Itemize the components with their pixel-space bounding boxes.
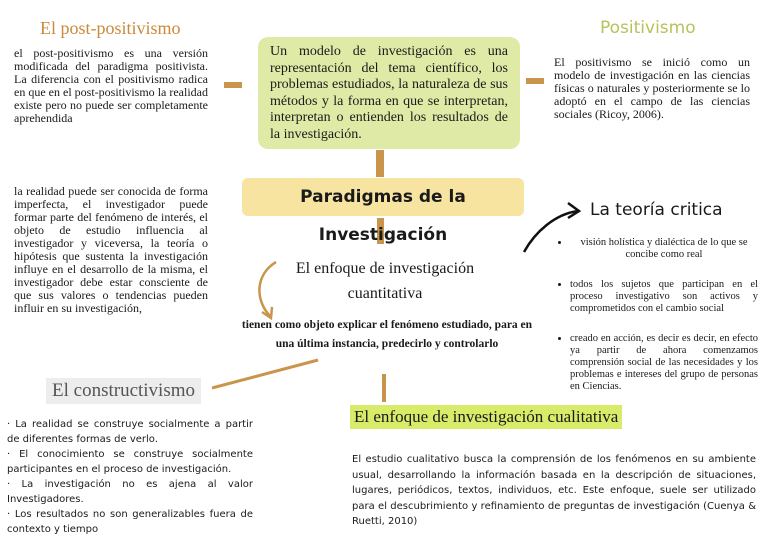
main-title: Paradigmas de la Investigación xyxy=(242,178,524,216)
teoria-critica-item: • todos los sujetos que participan en el proceso investigativo son activos y comprometidos con el cambio social xyxy=(570,279,758,315)
teoria-critica-list xyxy=(554,237,758,403)
cualitativa-title: El enfoque de investigación cualitativa xyxy=(350,405,622,429)
cualitativa-text: El estudio cualitativo busca la comprensión de los fenómenos en su ambiente usual, desarrollando la información basada en la descripción de situaciones, lugares, periódicos, textos, individuos, etc. Este enfoque, suele ser utilizado para el descubrimiento y refinamiento de preguntas de investigación (Cuenya & Ruetti, 2010) xyxy=(352,454,756,527)
post-positivismo-text: el post-positivismo es una versión modificada del paradigma positivista. La diferencia con el positivismo radica en que en el post-positivismo la realidad existe pero no puede ser completamente aprehendida xyxy=(14,46,208,125)
constructivismo-title: El constructivismo xyxy=(46,378,201,404)
definition-box xyxy=(258,37,520,149)
teoria-critica-item: • creado en acción, es decir es decir, en efecto ya partir de ahora comenzamos comprensión social de las necesidades y los problemas e intereses del grupo de personas en Ciencias. xyxy=(570,333,758,393)
definition-text: Un modelo de investigación es una representación del tema científico, los problemas estudiados, la naturaleza de sus métodos y la forma en que se interpretan, interpretan o entienden los resultados de la investigación. xyxy=(270,44,508,142)
constructivismo-item: · La investigación no es ajena al valor Investigadores. xyxy=(7,479,253,505)
constructivismo-item: · La realidad se construye socialmente a partir de diferentes formas de verlo. xyxy=(7,419,253,445)
constructivismo-item: · El conocimiento se construye socialmente participantes en el proceso de investigación. xyxy=(7,449,253,475)
positivismo-title: Positivismo xyxy=(600,18,696,38)
post-positivismo-text-2: la realidad puede ser conocida de forma imperfecta, el investigador puede formar parte del fenómeno de interés, el objeto de estudio influencia al investigador y viceversa, la teoría o hipótesis que sustenta la investigación influye en el desarrollo de la misma, el investigador debe estar consciente de que sus valores o tendencias pueden influir en su investigación, xyxy=(14,184,208,315)
teoria-critica-title: La teoría critica xyxy=(590,200,723,220)
cuantitativa-text: tienen como objeto explicar el fenómeno estudiado, para en una última instancia, predecirlo y controlarlo xyxy=(241,319,533,350)
constructivismo-item: · Los resultados no son generalizables fuera de contexto y tiempo xyxy=(7,509,253,535)
positivismo-text: El positivismo se inició como un modelo de investigación en las ciencias físicas o naturales y posteriormente se lo adoptó en el campo de las ciencias sociales (Ricoy, 2006). xyxy=(554,55,750,121)
cuantitativa-title: El enfoque de investigación cuantitativa xyxy=(295,260,475,302)
constructivismo-list xyxy=(7,417,253,537)
teoria-critica-item: • visión holística y dialéctica de lo que se concibe como real xyxy=(570,237,758,261)
post-positivismo-title: El post-positivismo xyxy=(40,18,181,38)
